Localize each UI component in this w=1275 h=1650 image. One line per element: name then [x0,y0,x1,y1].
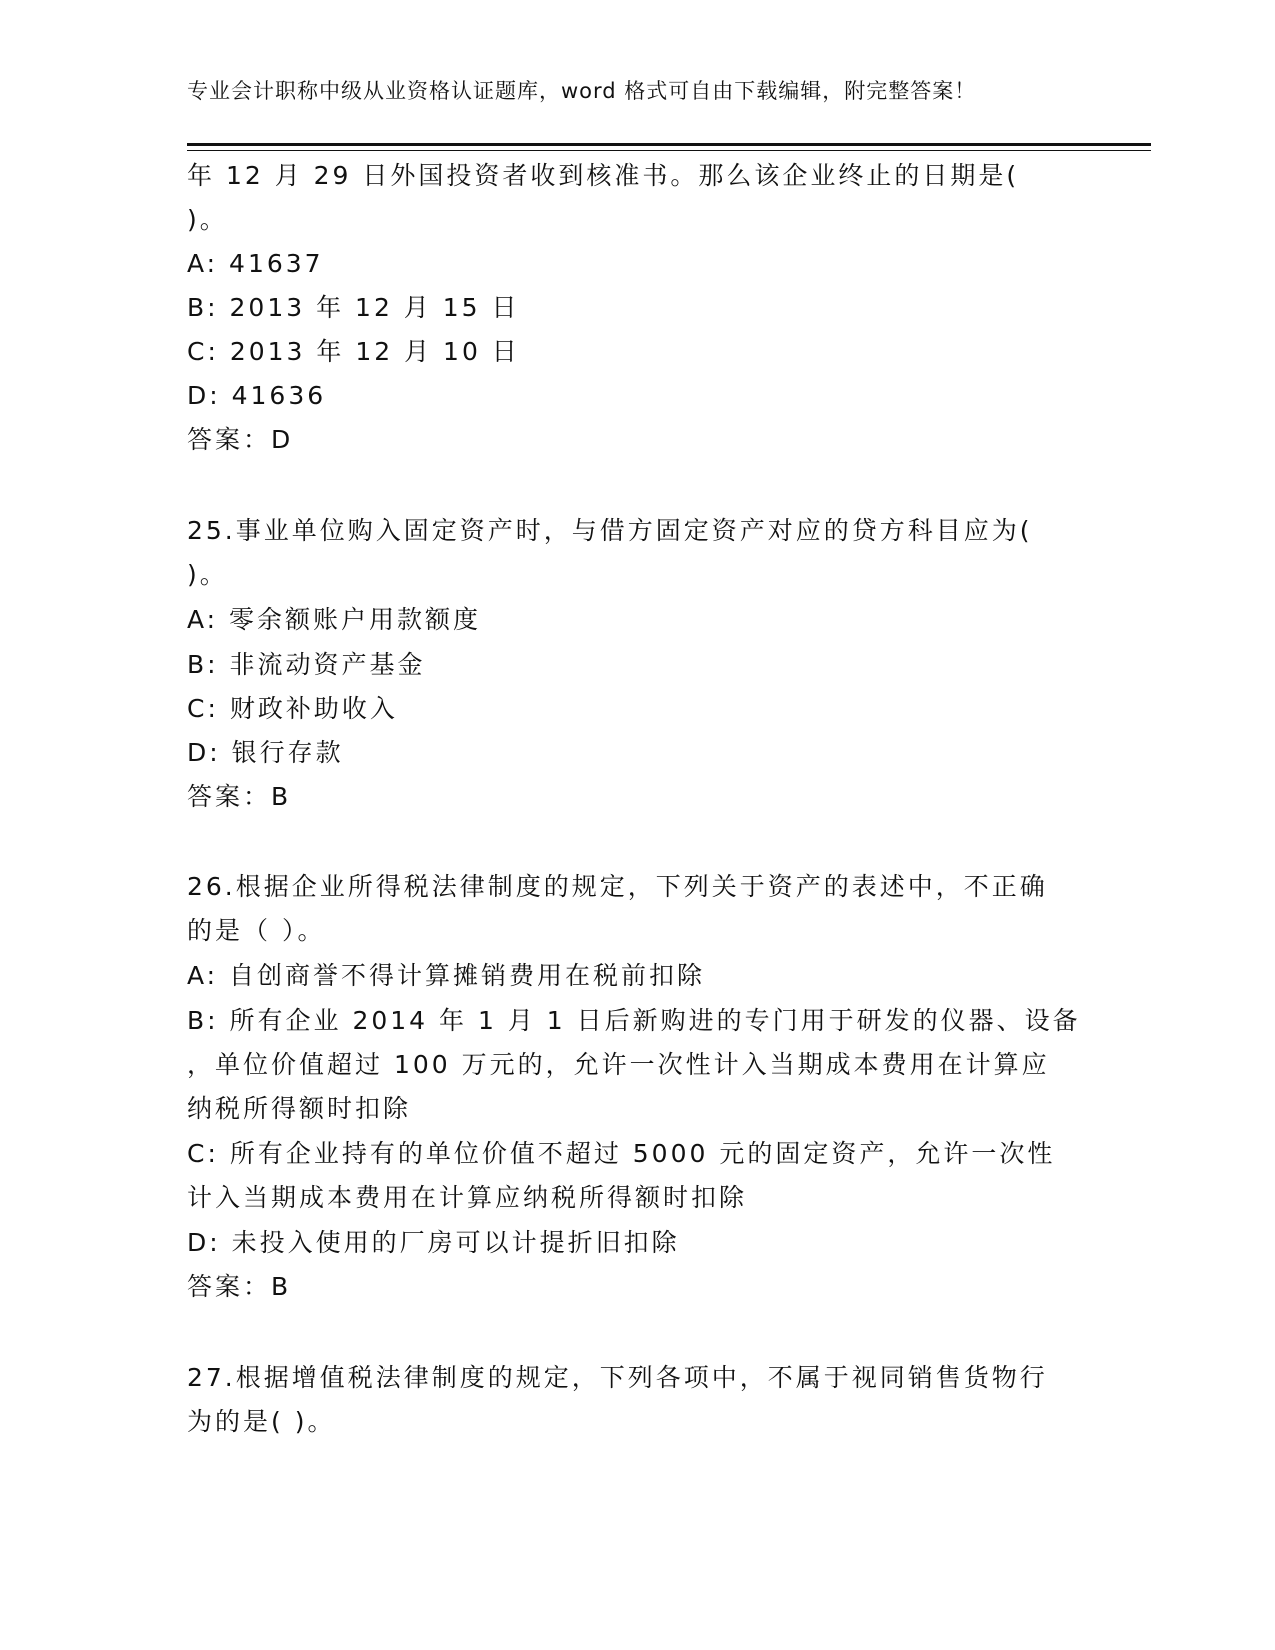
question-26-option-b-line-2: ，单位价值超过 100 万元的，允许一次性计入当期成本费用在计算应 [187,1050,1050,1079]
question-25-option-a: A: 零余额账户用款额度 [187,605,482,634]
question-26-stem-line-2: 的是（ ）。 [187,916,326,945]
question-24-option-d: D: 41636 [187,381,327,410]
question-25-option-d: D: 银行存款 [187,738,344,767]
question-24-answer: 答案：D [187,425,294,454]
question-24-option-b: B: 2013 年 12 月 15 日 [187,293,520,322]
question-26-option-b-line-3: 纳税所得额时扣除 [187,1094,412,1123]
page-header: 专业会计职称中级从业资格认证题库，word 格式可自由下载编辑，附完整答案！ [187,79,977,103]
question-26-option-b-line-1: B: 所有企业 2014 年 1 月 1 日后新购进的专门用于研发的仪器、设备 [187,1006,1081,1035]
question-27-stem-line-2: 为的是( )。 [187,1407,336,1436]
header-rule-thick [187,143,1151,146]
question-24-option-c: C: 2013 年 12 月 10 日 [187,337,520,366]
question-26-option-d: D: 未投入使用的厂房可以计提折旧扣除 [187,1228,680,1257]
question-24-stem-line-2: )。 [187,205,228,234]
question-26-option-c-line-1: C: 所有企业持有的单位价值不超过 5000 元的固定资产，允许一次性 [187,1139,1056,1168]
question-26-option-a: A: 自创商誉不得计算摊销费用在税前扣除 [187,961,706,990]
question-26-answer: 答案：B [187,1272,292,1301]
question-27-stem-line-1: 27.根据增值税法律制度的规定，下列各项中，不属于视同销售货物行 [187,1363,1048,1392]
question-24-stem-line-1: 年 12 月 29 日外国投资者收到核准书。那么该企业终止的日期是( [187,161,1020,190]
question-25-option-c: C: 财政补助收入 [187,694,398,723]
question-26-option-c-line-2: 计入当期成本费用在计算应纳税所得额时扣除 [187,1183,748,1212]
question-25-stem-line-2: )。 [187,560,228,589]
question-25-option-b: B: 非流动资产基金 [187,650,426,679]
question-26-stem-line-1: 26.根据企业所得税法律制度的规定，下列关于资产的表述中，不正确 [187,872,1048,901]
question-25-stem-line-1: 25.事业单位购入固定资产时，与借方固定资产对应的贷方科目应为( [187,516,1033,545]
question-25-answer: 答案：B [187,782,292,811]
header-rule-thin [187,150,1151,151]
question-24-option-a: A: 41637 [187,249,324,278]
